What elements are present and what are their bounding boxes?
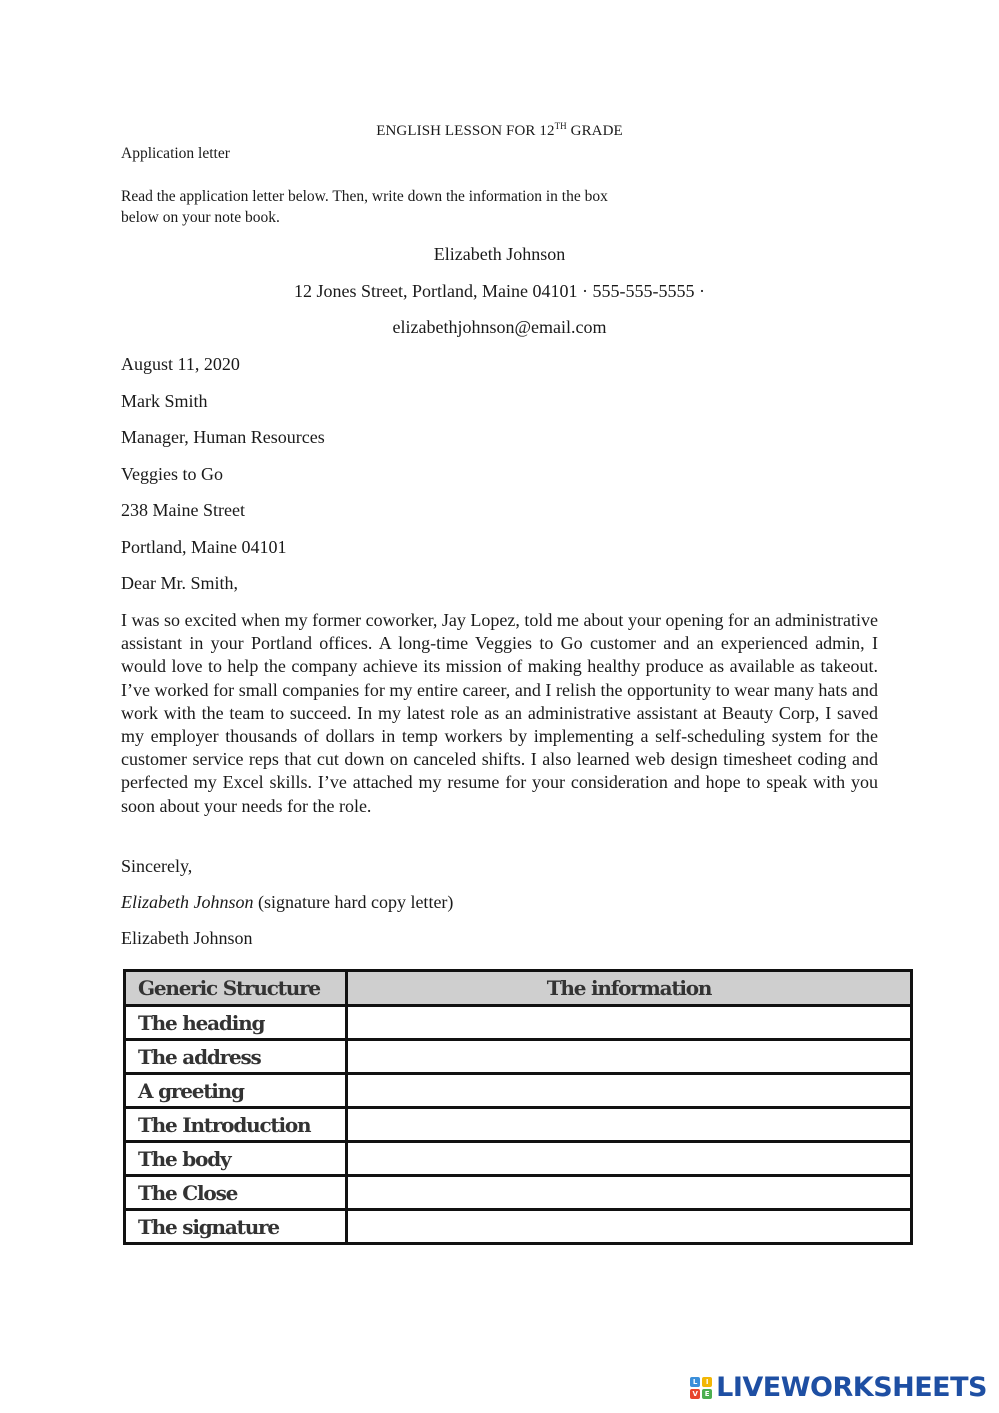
letter-greeting: Dear Mr. Smith, <box>121 573 238 593</box>
lesson-subtitle: Application letter <box>121 145 230 162</box>
lesson-title: ENGLISH LESSON FOR 12TH GRADE <box>376 121 623 139</box>
title-superscript: TH <box>554 121 567 131</box>
signature-note: (signature hard copy letter) <box>253 892 454 912</box>
table-row <box>125 1142 912 1176</box>
table-row <box>125 1040 912 1074</box>
recipient-company: Veggies to Go <box>121 464 223 484</box>
recipient-title: Manager, Human Resources <box>121 427 325 447</box>
row-label-introduction: The Introduction <box>125 1108 347 1142</box>
recipient-city: Portland, Maine 04101 <box>121 537 287 557</box>
badge-letter-e: E <box>702 1389 712 1399</box>
header-generic-structure: Generic Structure <box>125 971 347 1006</box>
logo-wordmark: LIVEWORKSHEETS <box>716 1372 987 1403</box>
row-label-close: The Close <box>125 1176 347 1210</box>
instruction-line-1: Read the application letter below. Then, write down the information in the box <box>121 188 608 205</box>
letter-closing: Sincerely, <box>121 856 193 876</box>
letter-typed-name: Elizabeth Johnson <box>121 928 253 948</box>
info-cell-greeting[interactable] <box>347 1074 912 1108</box>
badge-letter-v: V <box>690 1389 700 1399</box>
recipient-street: 238 Maine Street <box>121 500 245 520</box>
row-label-signature: The signature <box>125 1210 347 1244</box>
info-cell-close[interactable] <box>347 1176 912 1210</box>
info-cell-signature[interactable] <box>347 1210 912 1244</box>
row-label-address: The address <box>125 1040 347 1074</box>
info-cell-introduction[interactable] <box>347 1108 912 1142</box>
instruction-line-2: below on your note book. <box>121 209 280 226</box>
row-label-body: The body <box>125 1142 347 1176</box>
generic-structure-table <box>123 969 913 1245</box>
liveworksheets-logo[interactable] <box>690 1372 987 1403</box>
sender-address: 12 Jones Street, Portland, Maine 04101 · 555-555-5555 · <box>294 281 705 301</box>
row-label-greeting: A greeting <box>125 1074 347 1108</box>
table-row <box>125 1006 912 1040</box>
signature-italic: Elizabeth Johnson <box>121 892 254 912</box>
table-row <box>125 1210 912 1244</box>
sender-email: elizabethjohnson@email.com <box>392 317 607 337</box>
info-cell-body[interactable] <box>347 1142 912 1176</box>
sender-name: Elizabeth Johnson <box>433 244 566 264</box>
row-label-heading: The heading <box>125 1006 347 1040</box>
header-the-information: The information <box>347 971 912 1006</box>
letter-date: August 11, 2020 <box>121 354 240 374</box>
info-cell-address[interactable] <box>347 1040 912 1074</box>
logo-badge-icon <box>690 1377 712 1399</box>
table-row <box>125 1108 912 1142</box>
instruction-text <box>121 186 608 228</box>
letter-signature <box>121 892 453 913</box>
info-cell-heading[interactable] <box>347 1006 912 1040</box>
recipient-name: Mark Smith <box>121 391 208 411</box>
table-header-row <box>125 971 912 1006</box>
badge-letter-i: I <box>702 1377 712 1387</box>
table-row <box>125 1074 912 1108</box>
badge-letter-l: L <box>690 1377 700 1387</box>
table-row <box>125 1176 912 1210</box>
letter-body: I was so excited when my former coworker, Jay Lopez, told me about your opening for an administrative assistant in your Portland offices. A long-time Veggies to Go customer and an experienced admin, I would love to help the company achieve its mission of making healthy produce as available as takeout. I’ve worked for small companies for my entire career, and I relish the opportunity to wear many hats and work with the team to succeed. In my latest role as an administrative assistant at Beauty Corp, I saved my employer thousands of dollars in temp workers by implementing a self-scheduling system for the customer service reps that cut down on canceled shifts. I also learned web design timesheet coding and perfected my Excel skills. I’ve attached my resume for your consideration and hope to speak with you soon about your needs for the role. <box>121 610 878 816</box>
